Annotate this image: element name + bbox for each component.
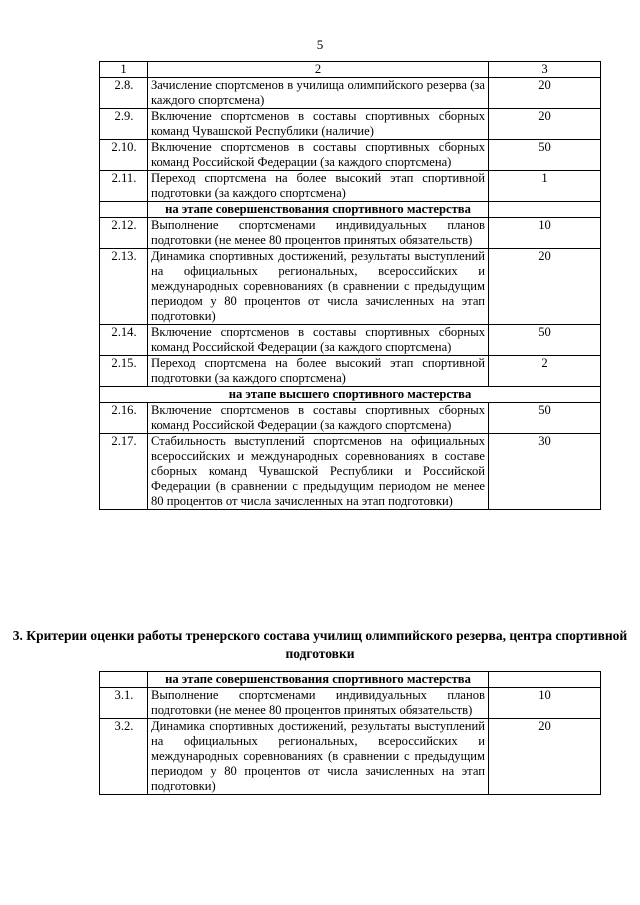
criterion-text: Зачисление спортсменов в училища олимпийского резерва (за каждого спортсмена) — [148, 78, 489, 109]
row-number: 3.1. — [100, 688, 148, 719]
empty-number-cell — [100, 672, 148, 688]
criterion-text: Переход спортсмена на более высокий этап спортивной подготовки (за каждого спортсмена) — [148, 356, 489, 387]
criteria-table-3 — [99, 671, 601, 795]
points-value: 50 — [489, 403, 601, 434]
section-title: на этапе высшего спортивного мастерства — [100, 387, 601, 403]
criterion-text: Включение спортсменов в составы спортивных сборных команд Российской Федерации (за каждого спортсмена) — [148, 140, 489, 171]
criterion-text: Выполнение спортсменами индивидуальных планов подготовки (не менее 80 процентов принятых обязательств) — [148, 218, 489, 249]
table-row — [100, 140, 601, 171]
criterion-text: Переход спортсмена на более высокий этап спортивной подготовки (за каждого спортсмена) — [148, 171, 489, 202]
criterion-text: Включение спортсменов в составы спортивных сборных команд Российской Федерации (за каждого спортсмена) — [148, 325, 489, 356]
criterion-text: Динамика спортивных достижений, результаты выступлений на официальных региональных, всероссийских и международных соревнованиях (в сравнении с предыдущим периодом у 80 процентов от числа зачисленных на этап подготовки) — [148, 719, 489, 795]
points-value: 20 — [489, 109, 601, 140]
points-value: 20 — [489, 78, 601, 109]
points-value: 20 — [489, 719, 601, 795]
points-value: 1 — [489, 171, 601, 202]
points-value: 30 — [489, 434, 601, 510]
empty-points-cell — [489, 202, 601, 218]
points-value: 10 — [489, 218, 601, 249]
criterion-text: Стабильность выступлений спортсменов на официальных всероссийских и международных соревнованиях в составе сборных команд Чувашской Республики и Российской Федерации (в сравнении с предыдущим периодом не менее 80 процентов от числа зачисленных на этап подготовки) — [148, 434, 489, 510]
row-number: 2.10. — [100, 140, 148, 171]
row-number: 2.16. — [100, 403, 148, 434]
row-number: 2.17. — [100, 434, 148, 510]
section-title: на этапе совершенствования спортивного мастерства — [148, 672, 489, 688]
points-value: 20 — [489, 249, 601, 325]
section-title: на этапе совершенствования спортивного мастерства — [148, 202, 489, 218]
row-number: 2.12. — [100, 218, 148, 249]
row-number: 2.14. — [100, 325, 148, 356]
table-row — [100, 325, 601, 356]
table-row — [100, 249, 601, 325]
table-row — [100, 171, 601, 202]
criterion-text: Динамика спортивных достижений, результаты выступлений на официальных региональных, всероссийских и международных соревнованиях (в сравнении с предыдущим периодом у 80 процентов от числа зачисленных на этап подготовки) — [148, 249, 489, 325]
points-value: 2 — [489, 356, 601, 387]
criterion-text: Включение спортсменов в составы спортивных сборных команд Российской Федерации (за каждого спортсмена) — [148, 403, 489, 434]
page-number: 5 — [316, 37, 324, 52]
table-row — [100, 403, 601, 434]
empty-number-cell — [100, 202, 148, 218]
table-row — [100, 719, 601, 795]
table-row — [100, 218, 601, 249]
column-header-points: 3 — [489, 62, 601, 78]
section-3-heading: 3. Критерии оценки работы тренерского состава училищ олимпийского резерва, центра спортивной подготовки — [12, 628, 628, 661]
section-row — [100, 387, 601, 403]
points-value: 50 — [489, 140, 601, 171]
table-header-row — [100, 62, 601, 78]
table-row — [100, 434, 601, 510]
empty-points-cell — [489, 672, 601, 688]
points-value: 50 — [489, 325, 601, 356]
row-number: 2.9. — [100, 109, 148, 140]
table-row — [100, 109, 601, 140]
column-header-number: 1 — [100, 62, 148, 78]
table-row — [100, 356, 601, 387]
section-row — [100, 672, 601, 688]
section-row — [100, 202, 601, 218]
table-row — [100, 688, 601, 719]
row-number: 2.13. — [100, 249, 148, 325]
table-row — [100, 78, 601, 109]
column-header-criterion: 2 — [148, 62, 489, 78]
points-value: 10 — [489, 688, 601, 719]
criterion-text: Включение спортсменов в составы спортивных сборных команд Чувашской Республики (наличие) — [148, 109, 489, 140]
row-number: 3.2. — [100, 719, 148, 795]
criteria-table-2 — [99, 61, 601, 510]
row-number: 2.15. — [100, 356, 148, 387]
row-number: 2.11. — [100, 171, 148, 202]
criterion-text: Выполнение спортсменами индивидуальных планов подготовки (не менее 80 процентов принятых обязательств) — [148, 688, 489, 719]
row-number: 2.8. — [100, 78, 148, 109]
